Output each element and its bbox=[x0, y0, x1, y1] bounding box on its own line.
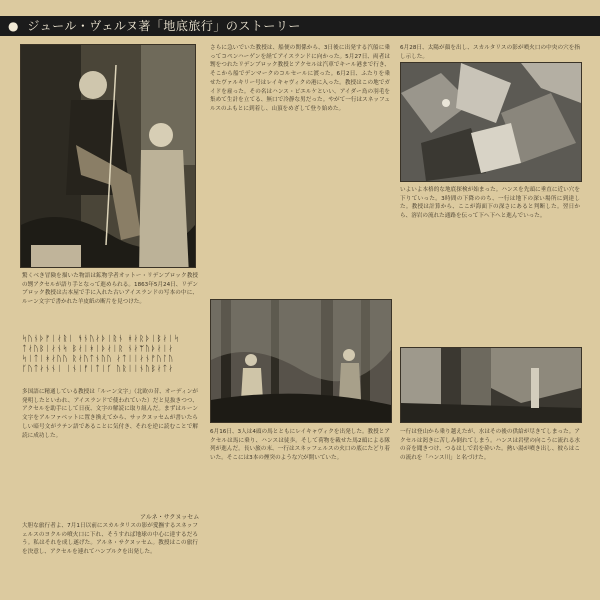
photo-cave bbox=[400, 347, 582, 423]
signature: アルネ・サクヌッセム bbox=[140, 514, 200, 521]
text-column-1-bottom: 大胆な旅行者よ、7月1日以前にスカルタリスの影が愛撫するスネッフェルスのヨクルの噴火口に下れ、そうすれば地球の中心に達するだろう。私はそれを成し遂げた。アルネ・サクヌッセム。教授はこの旅行を決意し、アクセルを連れてハンブルクを出発した。 bbox=[22, 523, 198, 556]
section-title: ジュール・ヴェルヌ著「地底旅行」のストーリー bbox=[27, 19, 301, 33]
text-column-1-top: 驚くべき冒険を描いた物語は鉱物学者オットー・リデンブロック教授の甥アクセルが語り手となって進められる。1863年5月24日、リデンブロック教授は古本屋で手に入れた古いアイスランドの写本の中に、ルーン文字で書かれた羊皮紙の断片を見つけた。 bbox=[22, 273, 198, 306]
text-column-2-bottom: 6月16日、3人は4頭の馬とともにレイキャヴィクを出発した。教授とアクセルは馬に乗り、ハンスは徒歩。そして荷物を載せた馬2頭による隊列が進んだ。長い旅の末、一行はスネッフェルスの火口の底にたどり着いた。そこには3本の煙突のような穴が開いていた。 bbox=[210, 429, 390, 462]
text-column-2: さらに急いでいた教授は、船便の関係から、3日後に出発する汽船に乗ってコペンハーゲンを経てアイスランドに向かった。5月27日、両者は甥をつれたリデンブロック教授とアクセルは汽車でキール港まで行き、そこから船でデンマークのコルセールに渡った。6月2日、ふたりを乗せたヴァルキリー号はレイキャヴィクの港に入った。教授はこの地でガイドを雇った。その名はハンス・ビエルケといい、アイダー鳥の羽毛を集めて生計を立てる、無口で冷静な男だった。やがて一行はスネッフェルスのふもとに到着し、山頂をめざして登り始めた。 bbox=[210, 45, 390, 112]
text-column-3-bottom: 一行は登山から乗り越えたが、水はその後の供給が尽きてしまった。アクセルは渇きに苦しみ倒れてしまう。ハンスは岩壁の向こうに流れる水の音を聞きつけ、つるはしで岩を砕いた。熱い湯が噴き出し、彼らはこの流れを「ハンス川」と名づけた。 bbox=[400, 429, 580, 462]
photo-forest bbox=[210, 299, 392, 423]
text-column-3-middle: いよいよ本格的な地底探検が始まった。ハンスを先頭に垂直に近い穴を下りていった。3時間の下降ののち、一行は地下の深い場所に到達した。教授は計算から、ここが海面下の深さにあると判断した。翌日から、溶岩の流れた通路を伝って下へ下へと進んでいった。 bbox=[400, 187, 580, 220]
section-header bbox=[0, 16, 600, 36]
bullet-icon: ● bbox=[8, 19, 19, 33]
runic-inscription: ᛋᚢᚾᚦᚠᛁᛅᚱᛁ ᚬᚾᚢᛅᚦᛁᚱᚾ ᚼᛅᚱᚦᛁᛒᛅᛁᛋ ᛏᛅᚢᛒᛁᛅᚾᛋ ᛒᛅᛁᚼᛁᚦᛅᛁᚱ ᚾᛅᛘᚢᚦᛅᛁᛅ ᛋᛁᛏᛁᚼᛅᚢᚢ ᚱᛅᚢᛏᚾᚢᚢ ᛅᛏᛁᛁᛅᚾᚠᚢᛚᚢ ᚴᚢᛏᛅᚾᚾᛁ ᛁᚾᛁᚠᛁᛏᛁᚴ ᚢᚱᛁᛁᚾᚢᛒᛅᛏᛅ bbox=[22, 334, 180, 373]
photo-crystals bbox=[400, 62, 582, 182]
text-column-3-top: 6月28日、太陽が顔を出し、スカルタリスの影が噴火口の中央の穴を指し示した。 bbox=[400, 45, 580, 60]
photo-climbers bbox=[20, 44, 196, 268]
text-column-1-middle: 多国語に精通している教授は「ルーン文字」（北欧の昔、オーディンが発明したといわれ、アイスランドで使われていた）だと見抜きつつ、アクセルを助手にして日夜、文字の解読に取り組んだ。まずはルーン文字をアルファベットに置き換えてから、サックヌッセムが書いたらしい暗号文がラテン語であることに気付き、それを逆に読むことで解読に成功した。 bbox=[22, 389, 198, 439]
